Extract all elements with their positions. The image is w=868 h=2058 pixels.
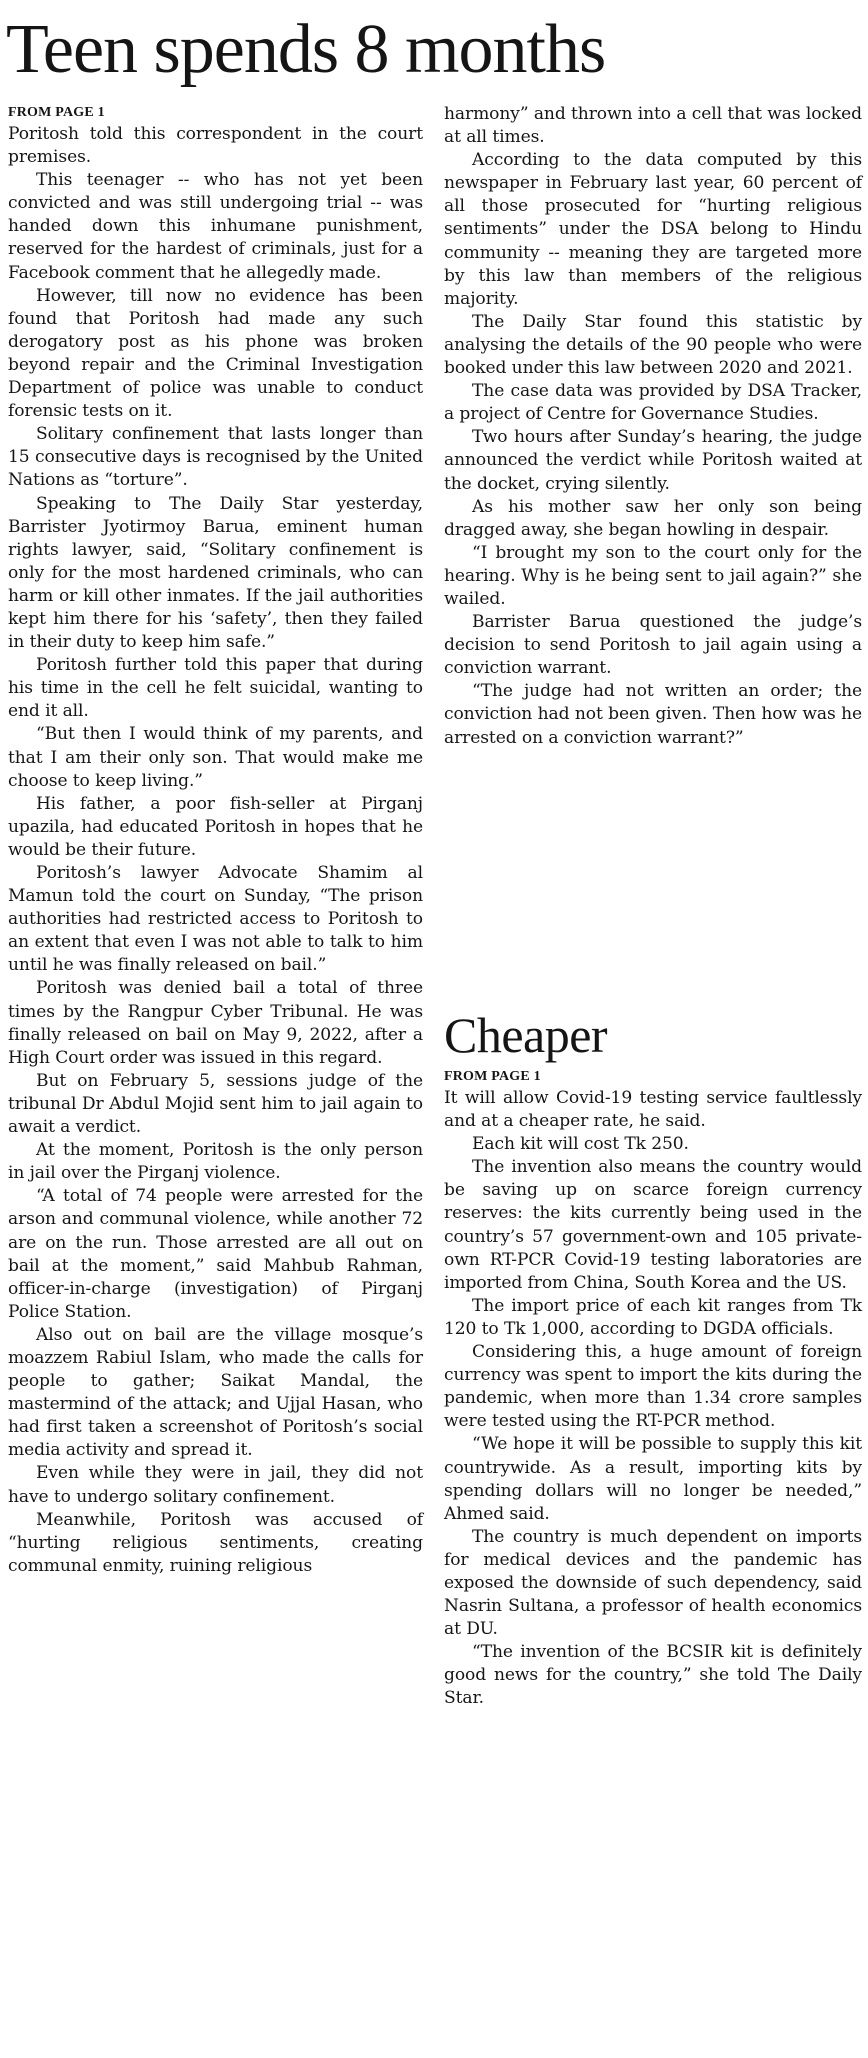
article-column-1 [8, 103, 423, 1578]
from-page-kicker: FROM PAGE 1 [444, 1069, 541, 1084]
paragraph: His father, a poor fish-seller at Pirganj upazila, had educated Poritosh in hopes that he would be their future. [8, 793, 423, 860]
paragraph: Poritosh’s lawyer Advocate Shamim al Mamun told the court on Sunday, “The prison authorities had restricted access to Poritosh to an extent that even I was not able to talk to him until he was finally released on bail.” [8, 863, 423, 976]
paragraph: Two hours after Sunday’s hearing, the judge announced the verdict while Poritosh waited at the docket, crying silently. [444, 427, 862, 494]
article-body [444, 1087, 862, 1711]
from-page-kicker: FROM PAGE 1 [8, 105, 105, 120]
paragraph: Considering this, a huge amount of foreign currency was spent to import the kits during the pandemic, when more than 1.34 crore samples were tested using the RT-PCR method. [444, 1342, 862, 1432]
paragraph: Even while they were in jail, they did not have to undergo solitary confinement. [8, 1463, 423, 1507]
paragraph: “But then I would think of my parents, and that I am their only son. That would make me choose to keep living.” [8, 724, 423, 791]
paragraph: Speaking to The Daily Star yesterday, Barrister Jyotirmoy Barua, eminent human rights lawyer, said, “Solitary confinement is only for the most hardened criminals, who can harm or kill other inmates. If the jail authorities kept him there for his ‘safety’, then they failed in their duty to keep him safe.” [8, 493, 423, 653]
paragraph: harmony” and thrown into a cell that was locked at all times. [444, 104, 862, 148]
paragraph: “We hope it will be possible to supply this kit countrywide. As a result, importing kits by spending dollars will no longer be needed,” Ahmed said. [444, 1434, 862, 1524]
paragraph: “The judge had not written an order; the conviction had not been given. Then how was he arrested on a conviction warrant?” [444, 681, 862, 748]
article-column-cheaper [444, 1067, 862, 1711]
article-body-continued [444, 103, 862, 750]
paragraph: “A total of 74 people were arrested for the arson and communal violence, while another 72 are on the run. Those arrested are all out on bail at the moment,” said Mahbub Rahman, officer-in-charge (investigation) of Pirganj Police Station. [8, 1186, 423, 1322]
paragraph: Also out on bail are the village mosque’s moazzem Rabiul Islam, who made the calls for people to gather; Saikat Mandal, the mastermind of the attack; and Ujjal Hasan, who had first taken a screenshot of Poritosh’s social media activity and spread it. [8, 1324, 423, 1461]
paragraph: Barrister Barua questioned the judge’s decision to send Poritosh to jail again using a conviction warrant. [444, 612, 862, 679]
paragraph: Each kit will cost Tk 250. [472, 1134, 689, 1155]
paragraph: “I brought my son to the court only for the hearing. Why is he being sent to jail again?” she wailed. [444, 542, 862, 609]
paragraph: As his mother saw her only son being dragged away, she began howling in despair. [444, 496, 862, 540]
paragraph: The case data was provided by DSA Tracker, a project of Centre for Governance Studies. [444, 381, 862, 425]
paragraph: Poritosh told this correspondent in the court premises. [8, 124, 423, 168]
paragraph: According to the data computed by this newspaper in February last year, 60 percent of all those prosecuted for “hurting religious sentiments” under the DSA belong to Hindu community -- meaning they are targeted more by this law than members of the religious majority. [444, 150, 862, 309]
headline-teen-spends-8-months: Teen spends 8 months [6, 11, 606, 88]
article-body [8, 123, 423, 1578]
paragraph: Poritosh was denied bail a total of three times by the Rangpur Cyber Tribunal. He was finally released on bail on May 9, 2022, after a High Court order was issued in this regard. [8, 978, 423, 1068]
paragraph: However, till now no evidence has been found that Poritosh had made any such derogatory post as his phone was broken beyond repair and the Criminal Investigation Department of police was unable to conduct forensic tests on it. [8, 285, 423, 422]
paragraph: The import price of each kit ranges from Tk 120 to Tk 1,000, according to DGDA officials. [444, 1295, 862, 1339]
paragraph: It will allow Covid-19 testing service faultlessly and at a cheaper rate, he said. [444, 1088, 862, 1132]
headline-cheaper: Cheaper [444, 1007, 608, 1063]
paragraph: But on February 5, sessions judge of the tribunal Dr Abdul Mojid sent him to jail again to await a verdict. [8, 1070, 423, 1138]
paragraph: The invention also means the country would be saving up on scarce foreign currency reserves: the kits currently being used in the country’s 57 government-own and 105 private-own RT-PCR Covid-19 testing laboratories are imported from China, South Korea and the US. [444, 1157, 862, 1293]
paragraph: The Daily Star found this statistic by analysing the details of the 90 people who were booked under this law between 2020 and 2021. [444, 311, 862, 379]
paragraph: Solitary confinement that lasts longer than 15 consecutive days is recognised by the United Nations as “torture”. [8, 424, 423, 491]
paragraph: Meanwhile, Poritosh was accused of “hurting religious sentiments, creating communal enmity, ruining religious [8, 1509, 423, 1576]
paragraph: The country is much dependent on imports for medical devices and the pandemic has exposed the downside of such dependency, said Nasrin Sultana, a professor of health economics at DU. [444, 1526, 862, 1640]
paragraph: At the moment, Poritosh is the only person in jail over the Pirganj violence. [8, 1140, 423, 1184]
paragraph: This teenager -- who has not yet been convicted and was still undergoing trial -- was handed down this inhumane punishment, reserved for the hardest of criminals, just for a Facebook comment that he allegedly made. [8, 170, 423, 283]
paragraph: Poritosh further told this paper that during his time in the cell he felt suicidal, wanting to end it all. [8, 655, 423, 722]
paragraph: “The invention of the BCSIR kit is definitely good news for the country,” she told The Daily Star. [444, 1642, 862, 1709]
article-column-2 [444, 103, 862, 750]
